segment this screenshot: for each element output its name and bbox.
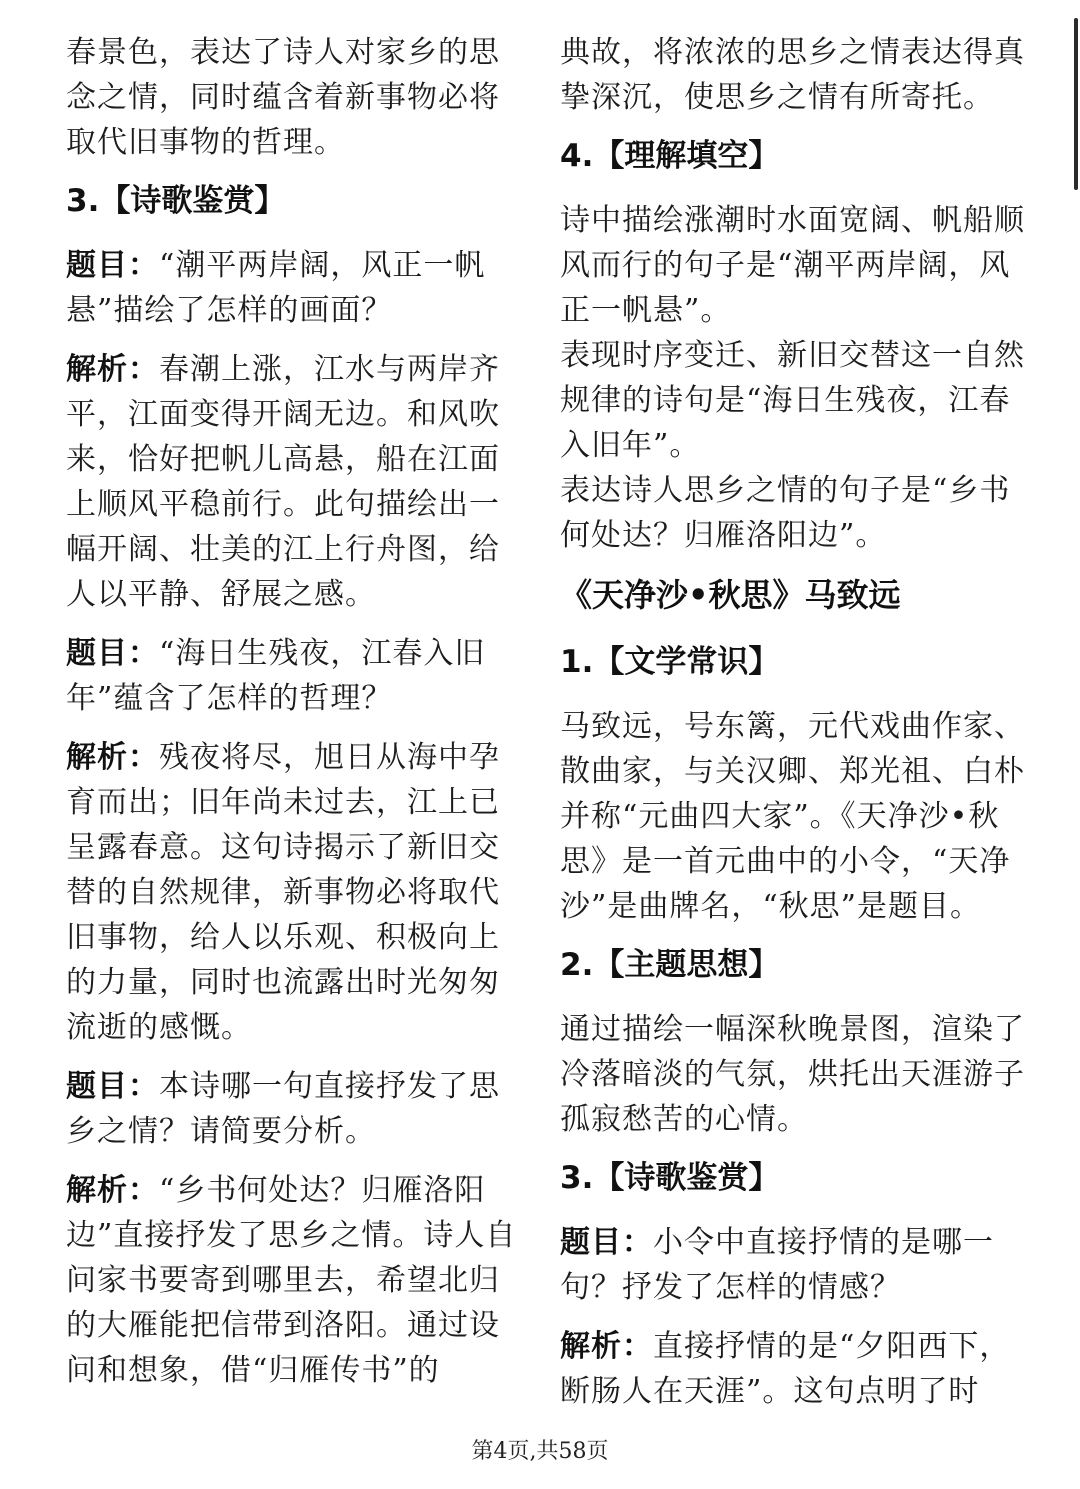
- answer-text: 直接抒情的是“夕阳西下，断肠人在天涯”。这句点明了时: [560, 1329, 1011, 1409]
- literary-knowledge-text: 马致远，号东篱，元代戏曲作家、散曲家，与关汉卿、郑光祖、白朴并称“元曲四大家”。《天净沙•秋思》是一首元曲中的小令，“天净沙”是曲牌名，“秋思”是题目。: [560, 709, 1025, 924]
- answer-text: “乡书何处达？归雁洛阳边”直接抒发了思乡之情。诗人自问家书要寄到哪里去，希望北归的大雁能把信带到洛阳。通过设问和想象，借“归雁传书”的: [66, 1173, 517, 1388]
- answer-text: 春潮上涨，江水与两岸齐平，江面变得开阔无边。和风吹来，恰好把帆儿高悬，船在江面上顺风平稳前行。此句描绘出一幅开阔、壮美的江上行舟图，给人以平静、舒展之感。: [66, 352, 500, 612]
- answer-label: 解析：: [66, 352, 159, 387]
- answer-2: [66, 735, 526, 1050]
- answer-label: 解析：: [560, 1329, 653, 1364]
- answer-1: [66, 347, 526, 617]
- answer-4: [560, 1324, 1034, 1414]
- question-text: “潮平两岸阔，风正一帆悬”描绘了怎样的画面？: [66, 248, 486, 328]
- section-heading-poetry-appreciation-2: 3.【诗歌鉴赏】: [560, 1160, 780, 1196]
- intro-paragraph: 春景色，表达了诗人对家乡的思念之情，同时蕴含着新事物必将取代旧事物的哲理。: [66, 35, 500, 160]
- answer-label: 解析：: [66, 1173, 159, 1208]
- scroll-indicator[interactable]: [1074, 18, 1078, 190]
- answer-3: [66, 1168, 526, 1393]
- section-heading-poetry-appreciation: 3.【诗歌鉴赏】: [66, 183, 286, 219]
- page-indicator: 第4页,共58页: [471, 1439, 609, 1464]
- question-text: 小令中直接抒情的是哪一句？抒发了怎样的情感？: [560, 1225, 994, 1305]
- answer-label: 解析：: [66, 740, 159, 775]
- section-heading-literary-knowledge: 1.【文学常识】: [560, 644, 780, 680]
- question-1: [66, 243, 526, 333]
- answer-text: 残夜将尽，旭日从海中孕育而出；旧年尚未过去，江上已呈露春意。这句诗揭示了新旧交替的自然规律，新事物必将取代旧事物，给人以乐观、积极向上的力量，同时也流露出时光匆匆流逝的感慨。: [66, 740, 500, 1045]
- fill-in-1: 诗中描绘涨潮时水面宽阔、帆船顺风而行的句子是“潮平两岸阔，风正一帆悬”。: [560, 203, 1025, 328]
- right-column: [560, 30, 1034, 1414]
- question-2: [66, 631, 526, 721]
- question-text: 本诗哪一句直接抒发了思乡之情？请简要分析。: [66, 1069, 500, 1149]
- fill-in-2: 表现时序变迁、新旧交替这一自然规律的诗句是“海日生残夜，江春入旧年”。: [560, 338, 1025, 463]
- fill-in-3: 表达诗人思乡之情的句子是“乡书何处达？归雁洛阳边”。: [560, 473, 1011, 553]
- left-column: [66, 30, 526, 1393]
- continuation-paragraph: 典故，将浓浓的思乡之情表达得真挚深沉，使思乡之情有所寄托。: [560, 35, 1025, 115]
- question-4: [560, 1220, 1034, 1310]
- section-heading-fill-in: 4.【理解填空】: [560, 138, 780, 174]
- section-heading-theme: 2.【主题思想】: [560, 947, 780, 983]
- question-label: 题目：: [66, 636, 159, 671]
- question-text: “海日生残夜，江春入旧年”蕴含了怎样的哲理？: [66, 636, 486, 716]
- question-label: 题目：: [66, 1069, 159, 1104]
- question-3: [66, 1064, 526, 1154]
- question-label: 题目：: [66, 248, 159, 283]
- poem-title: 《天净沙•秋思》马致远: [560, 576, 901, 614]
- question-label: 题目：: [560, 1225, 653, 1260]
- theme-text: 通过描绘一幅深秋晚景图，渲染了冷落暗淡的气氛，烘托出天涯游子孤寂愁苦的心情。: [560, 1012, 1025, 1137]
